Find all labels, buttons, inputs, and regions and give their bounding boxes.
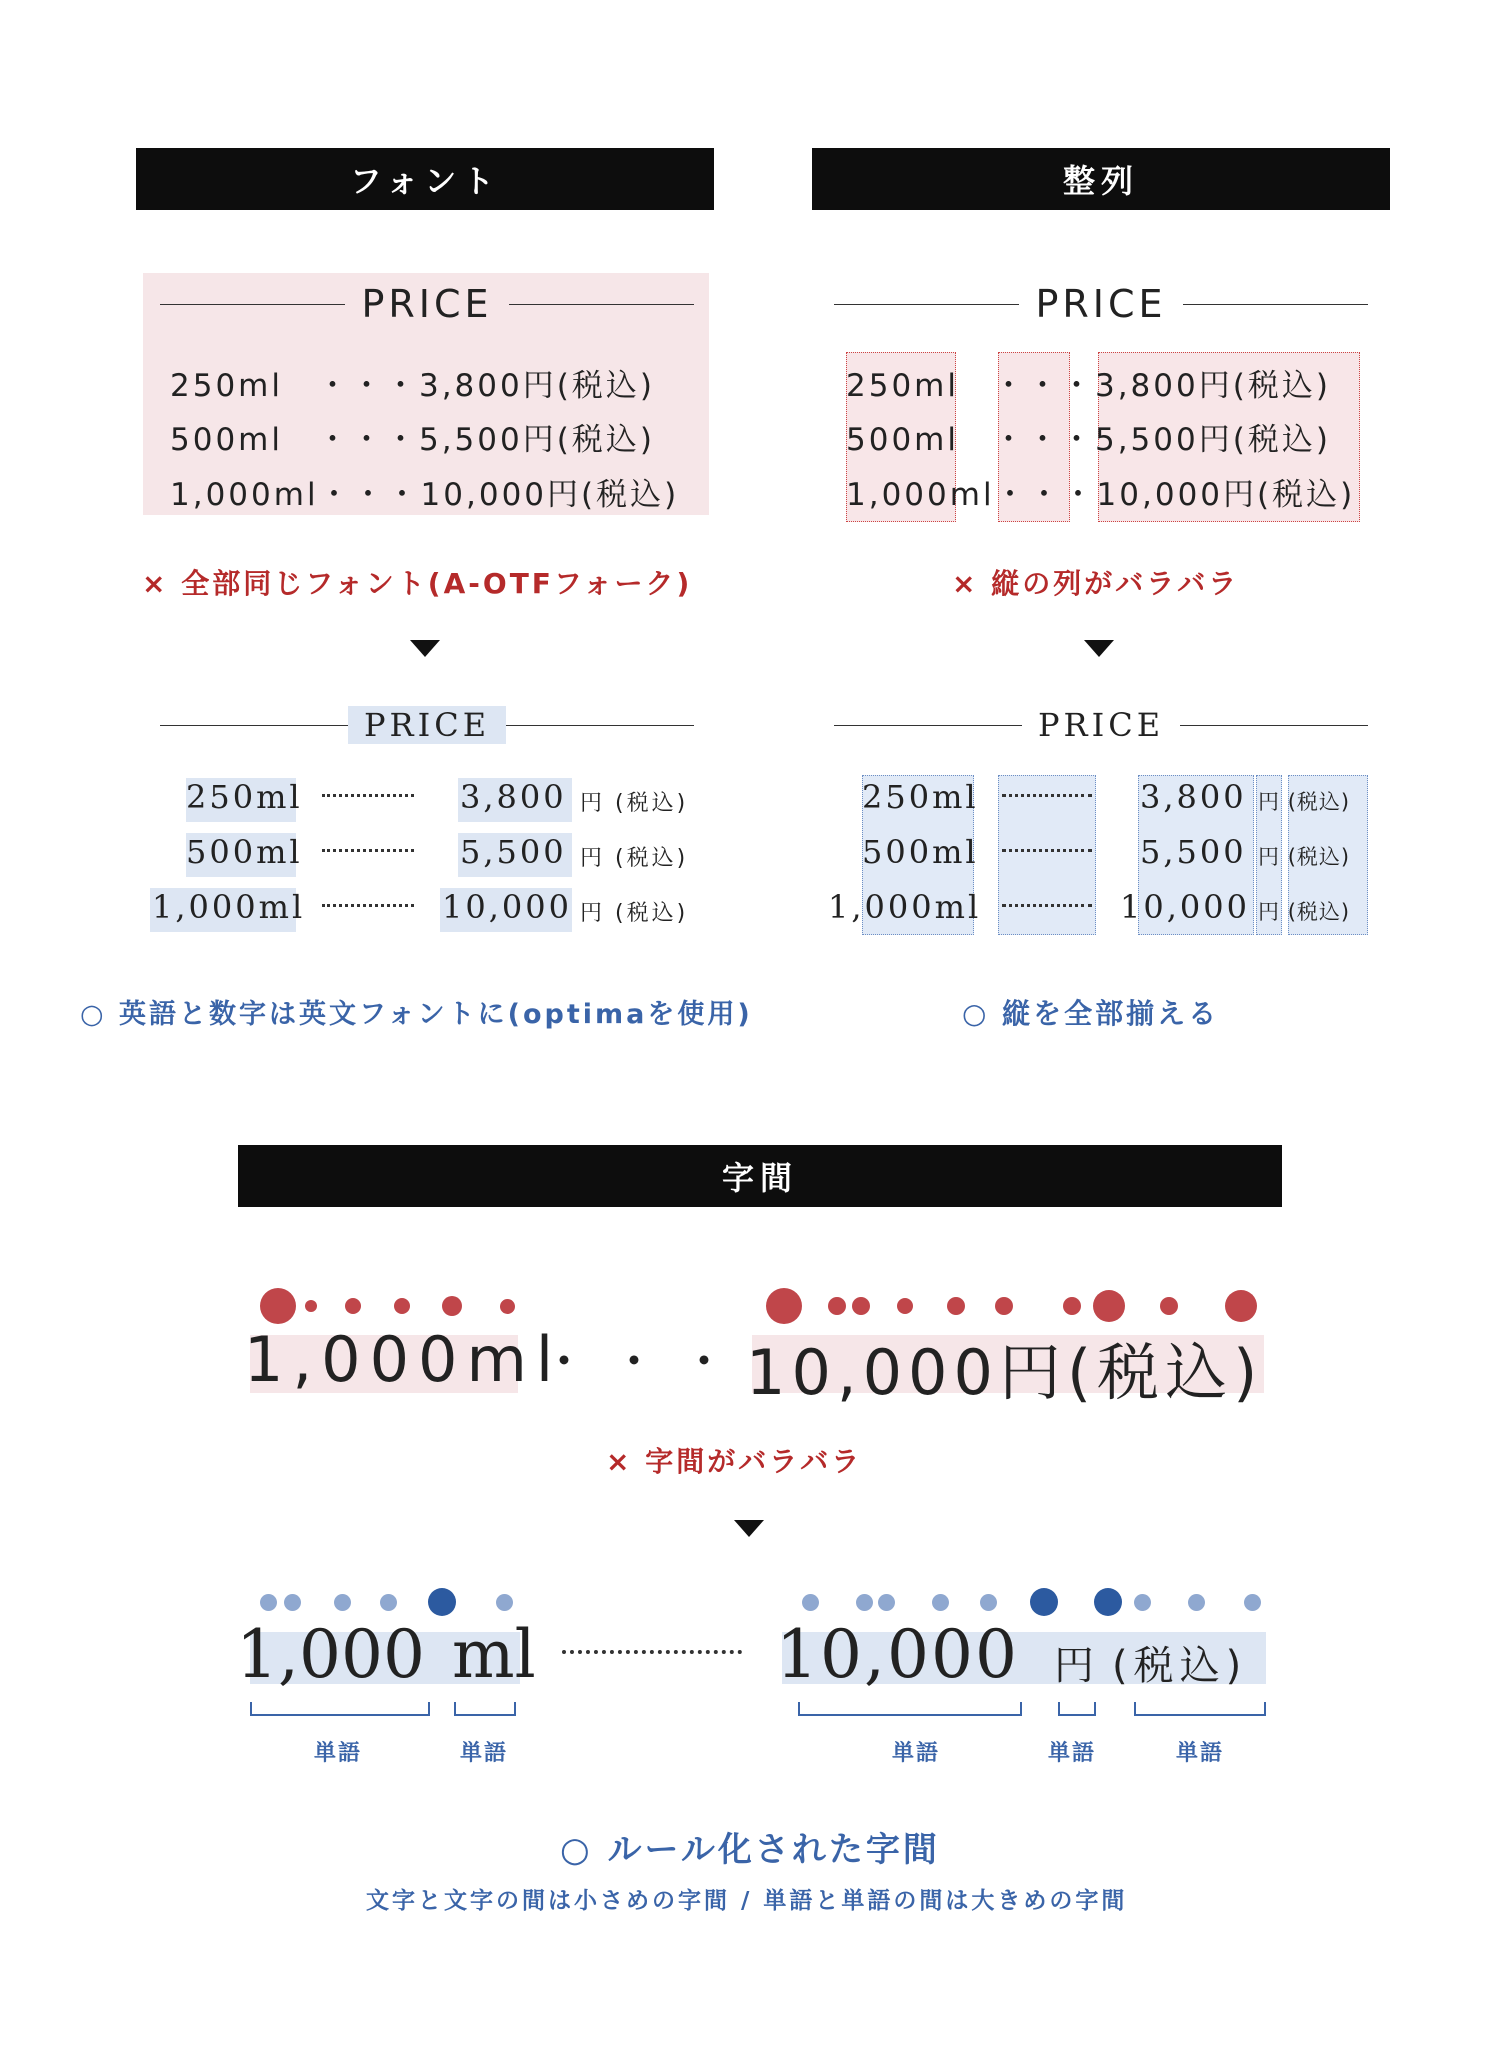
font-before-price-heading bbox=[160, 282, 694, 326]
word-label-1: 単語 bbox=[314, 1741, 363, 1766]
spacing-dot-blue bbox=[980, 1594, 997, 1611]
font-before-row-2: 500ml ・・・5,500円(税込) bbox=[170, 422, 655, 458]
word-bracket-4 bbox=[1058, 1702, 1096, 1716]
font-good-caption: ○ 英語と数字は英文フォントに(optimaを使用) bbox=[80, 999, 753, 1030]
word-bracket-3 bbox=[798, 1702, 1022, 1716]
spacing-dot-red bbox=[947, 1297, 965, 1315]
font-after-volume-3: 1,000ml bbox=[152, 888, 306, 926]
align-before-row-2: 500ml ・・・5,500円(税込) bbox=[846, 422, 1331, 458]
align-good-caption: ○ 縦を全部揃える bbox=[962, 997, 1220, 1030]
align-bad-caption: × 縦の列がバラバラ bbox=[952, 567, 1240, 600]
font-section-title: フォント bbox=[349, 162, 501, 200]
align-after-yen-tax-3: 円 (税込) bbox=[1258, 900, 1351, 924]
spacing-dot-blue bbox=[1244, 1594, 1261, 1611]
word-label-4: 単語 bbox=[1048, 1741, 1097, 1766]
word-bracket-5 bbox=[1134, 1702, 1266, 1716]
align-after-yen-tax-1: 円 (税込) bbox=[1258, 790, 1351, 814]
spacing-bad-caption: × 字間がバラバラ bbox=[606, 1445, 863, 1478]
align-after-amount-2: 5,500 bbox=[1140, 833, 1247, 871]
font-after-leader-1 bbox=[322, 794, 414, 797]
spacing-bad-dots: ・・・ bbox=[540, 1334, 751, 1390]
align-after-leader-3 bbox=[1002, 904, 1092, 907]
align-after-amount-1: 3,800 bbox=[1140, 778, 1247, 816]
spacing-good-volume-unit: ml bbox=[452, 1616, 536, 1693]
price-label: PRICE bbox=[1035, 282, 1167, 326]
align-before-price-heading bbox=[834, 282, 1368, 326]
align-arrow-down-icon bbox=[1084, 640, 1114, 657]
font-after-leader-3 bbox=[322, 904, 414, 907]
font-after-leader-2 bbox=[322, 849, 414, 852]
spacing-bad-volume: 1,000ml bbox=[244, 1323, 563, 1396]
spacing-dot-blue-large bbox=[428, 1588, 456, 1616]
spacing-dot-red bbox=[394, 1298, 410, 1314]
align-after-leader-1 bbox=[1002, 794, 1092, 797]
spacing-dot-red bbox=[852, 1297, 870, 1315]
align-after-volume-3: 1,000ml bbox=[828, 888, 982, 926]
spacing-good-amount: 10,000 bbox=[776, 1616, 1019, 1693]
spacing-dot-red-large bbox=[260, 1288, 296, 1324]
align-after-amount-3: 10,000 bbox=[1120, 888, 1250, 926]
spacing-dot-red bbox=[1063, 1297, 1081, 1315]
spacing-dot-red bbox=[500, 1299, 515, 1314]
word-label-3: 単語 bbox=[892, 1741, 941, 1766]
align-after-volume-1: 250ml bbox=[862, 778, 979, 816]
spacing-good-tax: (税込) bbox=[1112, 1643, 1248, 1689]
align-after-price-heading bbox=[834, 706, 1368, 744]
font-after-amount-2: 5,500 bbox=[460, 833, 567, 871]
spacing-dot-red bbox=[1160, 1297, 1178, 1315]
spacing-dot-blue bbox=[496, 1594, 513, 1611]
spacing-section-header bbox=[238, 1145, 1282, 1207]
align-before-row-3: 1,000ml・・・10,000円(税込) bbox=[846, 477, 1356, 513]
spacing-dot-blue bbox=[1134, 1594, 1151, 1611]
word-label-5: 単語 bbox=[1176, 1741, 1225, 1766]
font-arrow-down-icon bbox=[410, 640, 440, 657]
spacing-dot-blue-large bbox=[1094, 1588, 1122, 1616]
align-section-title: 整列 bbox=[1062, 162, 1139, 200]
spacing-dot-red bbox=[345, 1298, 361, 1314]
font-after-yen-tax-2: 円 (税込) bbox=[580, 846, 689, 871]
word-bracket-1 bbox=[250, 1702, 430, 1716]
spacing-dot-red bbox=[442, 1296, 462, 1316]
font-after-amount-1: 3,800 bbox=[460, 778, 567, 816]
font-after-yen-tax-3: 円 (税込) bbox=[580, 901, 689, 926]
spacing-dot-red bbox=[305, 1300, 317, 1312]
spacing-dot-blue bbox=[1188, 1594, 1205, 1611]
spacing-dot-blue bbox=[260, 1594, 277, 1611]
font-bad-caption: × 全部同じフォント(A-OTFフォーク) bbox=[142, 567, 693, 600]
align-before-row-1: 250ml ・・・3,800円(税込) bbox=[846, 368, 1331, 404]
word-bracket-2 bbox=[454, 1702, 516, 1716]
price-label: PRICE bbox=[348, 706, 506, 744]
font-before-row-3: 1,000ml・・・10,000円(税込) bbox=[170, 477, 680, 513]
font-section-header bbox=[136, 148, 714, 210]
spacing-dot-blue bbox=[932, 1594, 949, 1611]
price-label: PRICE bbox=[361, 282, 493, 326]
align-after-volume-2: 500ml bbox=[862, 833, 979, 871]
align-after-col-dots bbox=[998, 775, 1096, 935]
spacing-bad-price: 10,000円(税込) bbox=[746, 1336, 1264, 1409]
font-before-row-1: 250ml ・・・3,800円(税込) bbox=[170, 368, 655, 404]
spacing-arrow-down-icon bbox=[734, 1520, 764, 1537]
font-after-volume-1: 250ml bbox=[186, 778, 303, 816]
spacing-dot-blue bbox=[284, 1594, 301, 1611]
spacing-dot-red-large bbox=[1225, 1290, 1257, 1322]
price-label: PRICE bbox=[1037, 706, 1165, 744]
word-label-2: 単語 bbox=[460, 1741, 509, 1766]
font-after-volume-2: 500ml bbox=[186, 833, 303, 871]
spacing-section-title: 字間 bbox=[721, 1159, 798, 1197]
spacing-note: 文字と文字の間は小さめの字間 / 単語と単語の間は大きめの字間 bbox=[366, 1888, 1128, 1914]
spacing-dot-blue bbox=[856, 1594, 873, 1611]
spacing-good-volume-number: 1,000 bbox=[236, 1616, 425, 1693]
spacing-dot-red-large bbox=[766, 1288, 802, 1324]
spacing-good-yen: 円 bbox=[1054, 1643, 1098, 1689]
spacing-good-leader bbox=[562, 1650, 742, 1654]
spacing-dot-blue bbox=[878, 1594, 895, 1611]
spacing-dot-red bbox=[995, 1297, 1013, 1315]
spacing-dot-blue bbox=[380, 1594, 397, 1611]
spacing-dot-red bbox=[828, 1297, 846, 1315]
spacing-dot-blue bbox=[802, 1594, 819, 1611]
font-after-yen-tax-1: 円 (税込) bbox=[580, 791, 689, 816]
align-after-yen-tax-2: 円 (税込) bbox=[1258, 845, 1351, 869]
font-after-amount-3: 10,000 bbox=[442, 888, 572, 926]
spacing-dot-red-large bbox=[1093, 1290, 1125, 1322]
spacing-dot-blue-large bbox=[1030, 1588, 1058, 1616]
spacing-good-caption: ○ ルール化された字間 bbox=[560, 1830, 940, 1870]
align-section-header bbox=[812, 148, 1390, 210]
spacing-dot-red bbox=[897, 1298, 913, 1314]
spacing-dot-blue bbox=[334, 1594, 351, 1611]
align-after-leader-2 bbox=[1002, 849, 1092, 852]
font-after-price-heading bbox=[160, 706, 694, 744]
